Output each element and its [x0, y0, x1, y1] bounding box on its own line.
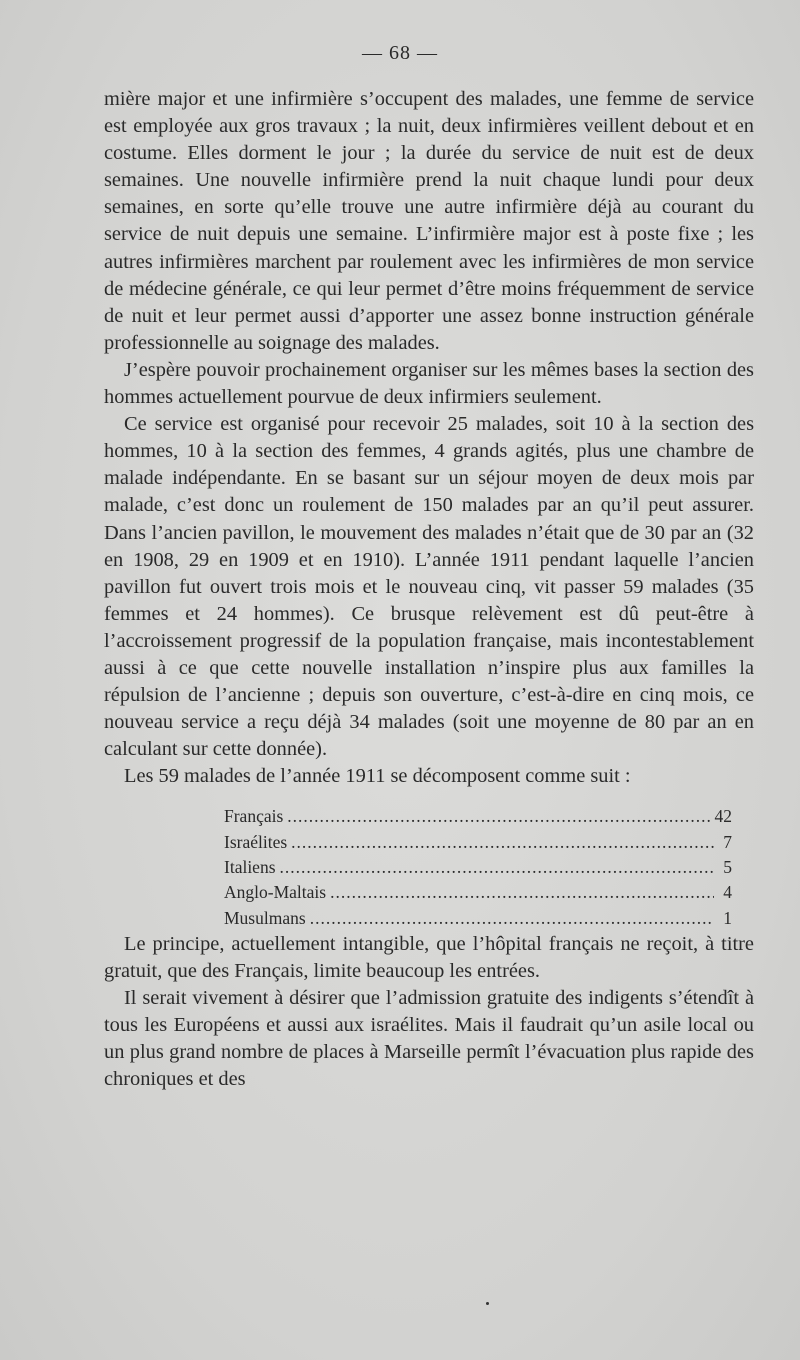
paragraph-breakdown-intro: Les 59 malades de l’année 1911 se décomposent comme suit : — [124, 765, 631, 788]
list-item-label: Anglo-Maltais — [224, 882, 327, 903]
list-item-value: 1 — [723, 907, 732, 928]
list-item — [224, 804, 732, 829]
print-speck — [486, 1302, 489, 1305]
list-item — [224, 855, 732, 880]
paragraph-wish: Il serait vivement à désirer que l’admission gratuite des indigents s’étendît à tous les Européens et aussi aux israélites. Mais il faudrait qu’un asile local ou un plus grand nombre de places à Marseille permît l’évacuation plus rapide des chroniques et des — [104, 987, 754, 1091]
list-item-label: Français — [224, 806, 284, 827]
list-item-label: Musulmans — [224, 907, 306, 928]
body-text — [104, 86, 754, 1093]
leader-dots — [287, 804, 710, 829]
list-item-label: Israélites — [224, 831, 288, 852]
paragraph-service: Ce service est organisé pour recevoir 25 malades, soit 10 à la section des hommes, 10 à la section des femmes, 4 grands agités, plus une chambre de malade indépendante. En se basant sur un séjour moyen de deux mois par malade, c’est donc un roulement de 150 malades par an qu’il peut assurer. Dans l’ancien pavillon, le mouvement des malades n’était que de 30 par an (32 en 1908, 29 en 1909 et en 1910). L’année 1911 pendant laquelle l’ancien pavillon fut ouvert trois mois et le nouveau cinq, vit passer 59 malades (35 femmes et 24 hommes). Ce brusque relèvement est dû peut-être à l’accroissement progressif de la population française, mais incontestablement aussi à ce que cette nouvelle installation n’inspire plus aux familles la répulsion de l’ancienne ; depuis son ouverture, c’est-à-dire en cinq mois, ce nouveau service a reçu déjà 34 malades (soit une moyenne de 80 par an en calculant sur cette donnée). — [104, 413, 754, 761]
paragraph-continuation: mière major et une infirmière s’occupent des malades, une femme de service est employée aux gros travaux ; la nuit, deux infirmières veillent debout et en costume. Elles dorment le jour ; la durée du service de nuit est de deux semaines. Une nouvelle infirmière prend la nuit chaque lundi pour deux semaines, en sorte qu’elle trouve une autre infirmière déjà au courant du service de nuit depuis une semaine. L’infirmière major est à poste fixe ; les autres infirmières marchent par roulement avec les infirmières de mon service de médecine générale, ce qui leur permet d’être moins fréquemment de service de nuit et leur permet aussi d’apporter une assez bonne instruction générale professionnelle au soignage des malades. — [104, 88, 754, 354]
list-item — [224, 906, 732, 931]
paragraph-principle: Le principe, actuellement intangible, que l’hôpital français ne reçoit, à titre gratuit, que des Français, limite beaucoup les entrées. — [104, 932, 754, 983]
list-item — [224, 880, 732, 905]
list-item — [224, 830, 732, 855]
paragraph-hope: J’espère pouvoir prochainement organiser sur les mêmes bases la section des hommes actuellement pourvue de deux infirmiers seulement. — [104, 358, 754, 409]
list-item-value: 5 — [723, 857, 732, 878]
leader-dots — [330, 880, 714, 905]
leader-dots — [310, 906, 714, 931]
list-item-value: 42 — [714, 806, 732, 827]
list-item-label: Italiens — [224, 857, 276, 878]
leader-dots — [291, 830, 714, 855]
list-item-value: 7 — [723, 831, 732, 852]
leader-dots — [280, 855, 714, 880]
page-number: — 68 — — [362, 42, 438, 64]
list-item-value: 4 — [723, 882, 732, 903]
patient-breakdown-list — [224, 804, 732, 930]
